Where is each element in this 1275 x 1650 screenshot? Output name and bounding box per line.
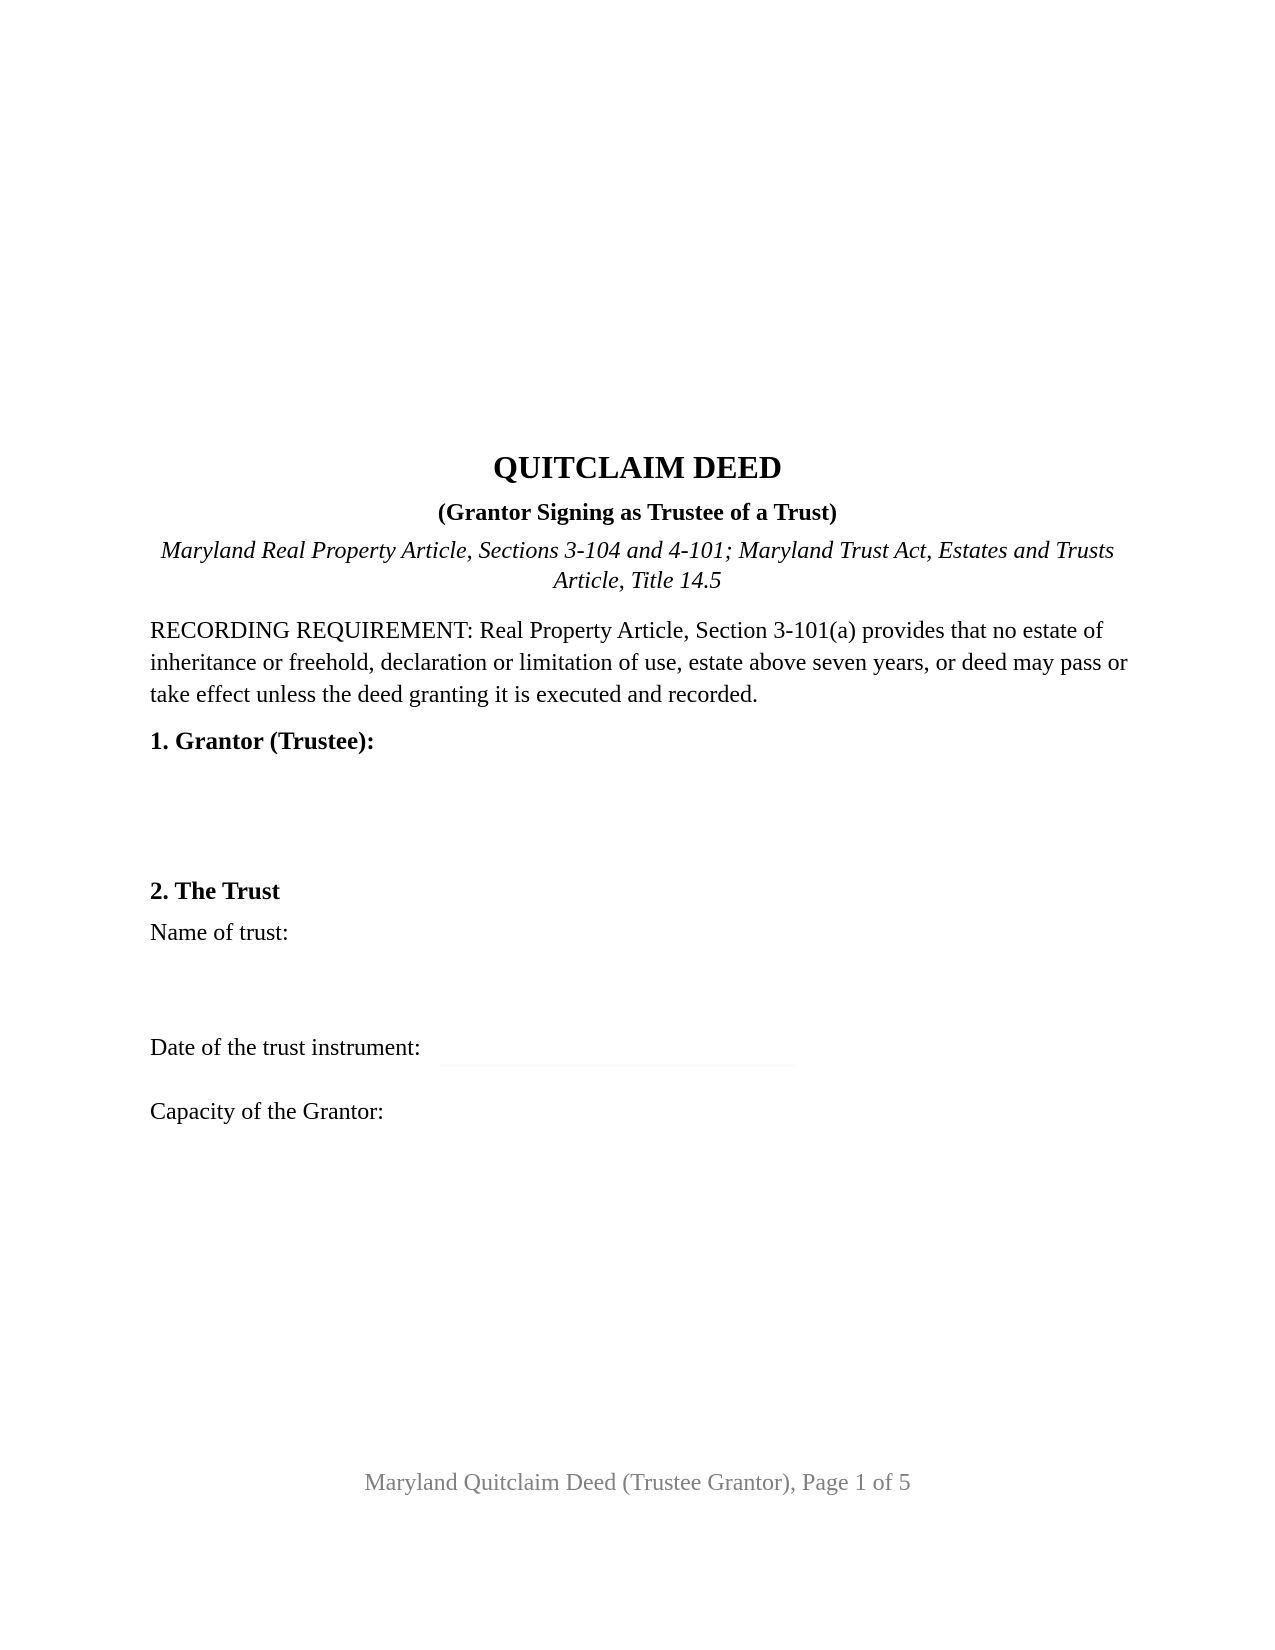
statutory-citation: Maryland Real Property Article, Sections 3-104 and 4-101; Maryland Trust Act, Estates and Trusts Article, Title 14.5: [160, 538, 1115, 594]
trust-date-blank-line: [440, 1065, 795, 1066]
recording-requirement-paragraph: RECORDING REQUIREMENT: Real Property Article, Section 3-101(a) provides that no estate of inheritance or freehold, declaration or limitation of use, estate above seven years, or deed may pass or take effect unless the deed granting it is executed and recorded.: [150, 618, 1128, 708]
document-subtitle: (Grantor Signing as Trustee of a Trust): [437, 500, 838, 526]
trust-date-label: Date of the trust instrument:: [150, 1035, 421, 1061]
section-trust-heading: 2. The Trust: [150, 878, 280, 905]
section-grantor-heading: 1. Grantor (Trustee):: [150, 728, 375, 755]
document-title: QUITCLAIM DEED: [493, 449, 782, 485]
page-footer: Maryland Quitclaim Deed (Trustee Grantor), Page 1 of 5: [364, 1470, 911, 1496]
trust-name-label: Name of trust:: [150, 920, 289, 946]
grantor-capacity-label: Capacity of the Grantor:: [150, 1099, 384, 1125]
